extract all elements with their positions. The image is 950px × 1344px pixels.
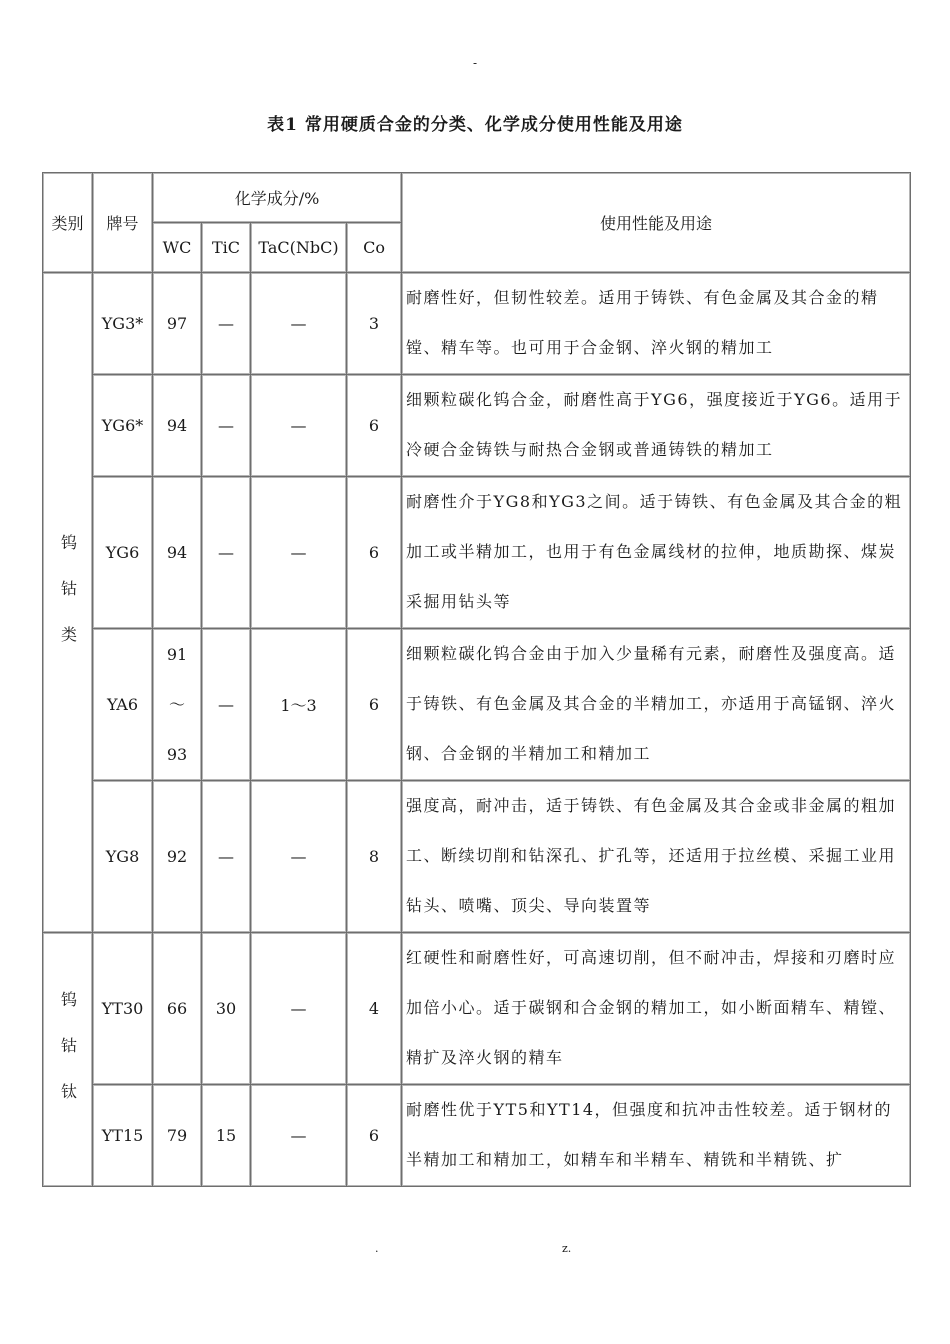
- header-tic: TiC: [202, 223, 251, 273]
- table-row: [43, 1085, 911, 1187]
- header-grade: 牌号: [93, 173, 153, 273]
- tic-cell: —: [202, 781, 251, 933]
- grade-cell: YG3*: [93, 273, 153, 375]
- table-row: [43, 375, 911, 477]
- usage-cell: 强度高，耐冲击，适于铸铁、有色金属及其合金或非金属的粗加工、断续切削和钻深孔、扩孔等，还适用于拉丝模、采掘工业用钻头、喷嘴、顶尖、导向装置等: [402, 781, 911, 933]
- tac-cell: 1～3: [251, 629, 347, 781]
- header-tac: TaC(NbC): [251, 223, 347, 273]
- co-cell: 8: [347, 781, 402, 933]
- footer-left-mark: .: [375, 1242, 379, 1255]
- wc-cell: 94: [153, 477, 202, 629]
- tac-cell: —: [251, 273, 347, 375]
- tac-cell: —: [251, 1085, 347, 1187]
- grade-cell: YT15: [93, 1085, 153, 1187]
- tic-cell: —: [202, 375, 251, 477]
- usage-cell: 红硬性和耐磨性好，可高速切削，但不耐冲击，焊接和刃磨时应加倍小心。适于碳钢和合金钢的精加工，如小断面精车、精镗、精扩及淬火钢的精车: [402, 933, 911, 1085]
- table-row: [43, 273, 911, 375]
- wc-cell: 92: [153, 781, 202, 933]
- tic-cell: —: [202, 629, 251, 781]
- grade-cell: YG6*: [93, 375, 153, 477]
- composition-table: [42, 172, 911, 1187]
- header-composition: 化学成分/%: [153, 173, 402, 223]
- category-cell: 钨钴类: [43, 273, 93, 933]
- co-cell: 6: [347, 629, 402, 781]
- co-cell: 4: [347, 933, 402, 1085]
- grade-cell: YG8: [93, 781, 153, 933]
- co-cell: 6: [347, 477, 402, 629]
- grade-cell: YA6: [93, 629, 153, 781]
- table-row: [43, 933, 911, 1085]
- footer-right-mark: z.: [562, 1242, 572, 1255]
- usage-cell: 耐磨性优于YT5和YT14，但强度和抗冲击性较差。适于钢材的半精加工和精加工，如精车和半精车、精铣和半精铣、扩: [402, 1085, 911, 1187]
- co-cell: 6: [347, 375, 402, 477]
- wc-cell: 79: [153, 1085, 202, 1187]
- tac-cell: —: [251, 477, 347, 629]
- tac-cell: —: [251, 933, 347, 1085]
- wc-cell: 94: [153, 375, 202, 477]
- grade-cell: YT30: [93, 933, 153, 1085]
- header-usage: 使用性能及用途: [402, 173, 911, 273]
- usage-cell: 细颗粒碳化钨合金，耐磨性高于YG6，强度接近于YG6。适用于冷硬合金铸铁与耐热合金钢或普通铸铁的精加工: [402, 375, 911, 477]
- table-row: [43, 477, 911, 629]
- tic-cell: —: [202, 273, 251, 375]
- tac-cell: —: [251, 375, 347, 477]
- header-wc: WC: [153, 223, 202, 273]
- wc-cell: 66: [153, 933, 202, 1085]
- usage-cell: 细颗粒碳化钨合金由于加入少量稀有元素，耐磨性及强度高。适于铸铁、有色金属及其合金的半精加工，亦适用于高锰钢、淬火钢、合金钢的半精加工和精加工: [402, 629, 911, 781]
- co-cell: 6: [347, 1085, 402, 1187]
- tic-cell: 30: [202, 933, 251, 1085]
- header-co: Co: [347, 223, 402, 273]
- tac-cell: —: [251, 781, 347, 933]
- usage-cell: 耐磨性好，但韧性较差。适用于铸铁、有色金属及其合金的精镗、精车等。也可用于合金钢、淬火钢的精加工: [402, 273, 911, 375]
- header-category: 类别: [43, 173, 93, 273]
- table-row: [43, 781, 911, 933]
- table-row: [43, 629, 911, 781]
- tic-cell: 15: [202, 1085, 251, 1187]
- co-cell: 3: [347, 273, 402, 375]
- page-title: 表1 常用硬质合金的分类、化学成分使用性能及用途: [267, 115, 683, 135]
- category-cell: 钨钴钛: [43, 933, 93, 1187]
- usage-cell: 耐磨性介于YG8和YG3之间。适于铸铁、有色金属及其合金的粗加工或半精加工，也用于有色金属线材的拉伸，地质勘探、煤炭采掘用钻头等: [402, 477, 911, 629]
- header-mark: -: [472, 56, 478, 70]
- tic-cell: —: [202, 477, 251, 629]
- wc-cell: 91～93: [153, 629, 202, 781]
- grade-cell: YG6: [93, 477, 153, 629]
- wc-cell: 97: [153, 273, 202, 375]
